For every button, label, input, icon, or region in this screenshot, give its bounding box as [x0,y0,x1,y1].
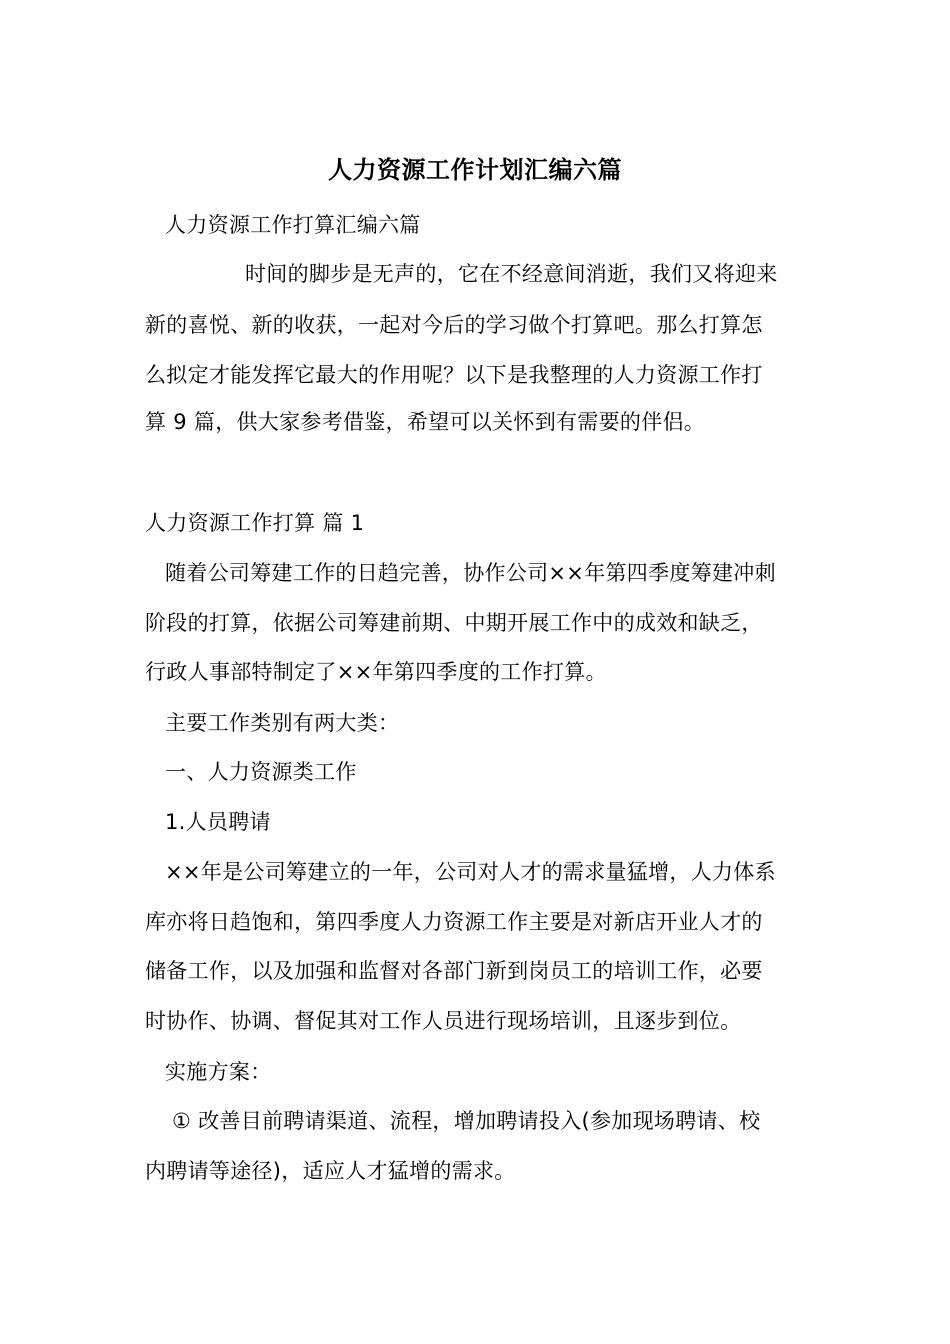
paragraph-line: 随着公司筹建工作的日趋完善，协作公司××年第四季度筹建冲刺 [165,561,776,585]
paragraph-line: 储备工作，以及加强和监督对各部门新到岗员工的培训工作，必要 [145,959,763,983]
section-heading: 人力资源工作打算 篇 1 [145,511,365,535]
document-subtitle: 人力资源工作打算汇编六篇 [165,213,421,237]
intro-line: 新的喜悦、新的收获，一起对今后的学习做个打算吧。那么打算怎 [145,313,763,337]
intro-line: 么拟定才能发挥它最大的作用呢？以下是我整理的人力资源工作打 [145,363,763,387]
intro-line: 时间的脚步是无声的，它在不经意间消逝，我们又将迎来 [245,262,778,286]
plan-item-line: ① 改善目前聘请渠道、流程，增加聘请投入(参加现场聘请、校 [172,1109,761,1133]
plan-item-line: 内聘请等途径)，适应人才猛增的需求。 [145,1159,516,1183]
document-title: 人力资源工作计划汇编六篇 [328,156,622,184]
paragraph-line: ××年是公司筹建立的一年，公司对人才的需求量猛增，人力体系 [165,860,776,884]
paragraph-line: 行政人事部特制定了××年第四季度的工作打算。 [145,660,607,684]
paragraph-line: 时协作、协调、督促其对工作人员进行现场培训，且逐步到位。 [145,1009,742,1033]
item-heading: 1.人员聘请 [165,810,271,834]
paragraph-line: 库亦将日趋饱和，第四季度人力资源工作主要是对新店开业人才的 [145,910,763,934]
category-heading: 一、人力资源类工作 [165,760,357,784]
categories-intro: 主要工作类别有两大类： [165,711,400,735]
paragraph-line: 阶段的打算，依据公司筹建前期、中期开展工作中的成效和缺乏， [145,611,763,635]
plan-label: 实施方案： [165,1060,272,1084]
intro-line: 算 9 篇，供大家参考借鉴，希望可以关怀到有需要的伴侣。 [145,410,706,434]
